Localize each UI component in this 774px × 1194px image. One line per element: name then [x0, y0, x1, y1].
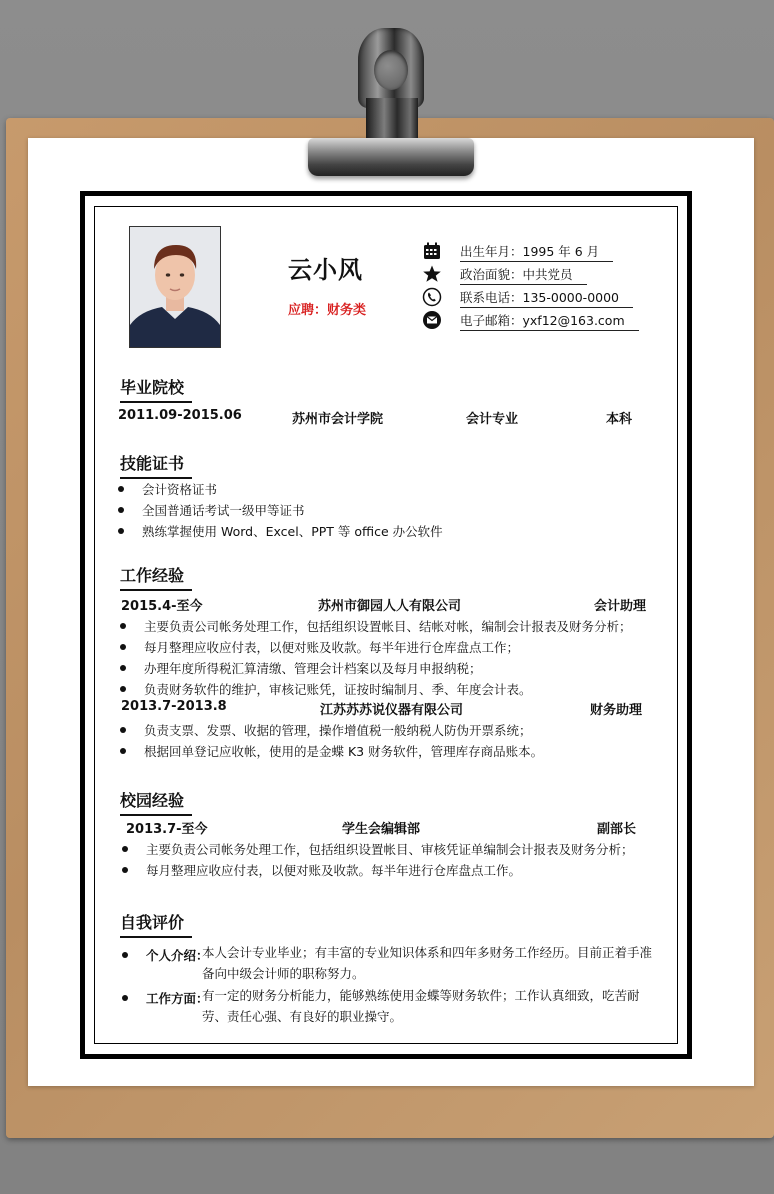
email-text: 电子邮箱：yxf12@163.com [460, 311, 639, 331]
phone-icon [422, 287, 442, 307]
list-item: 负责支票、发票、收据的管理，操作增值税一般纳税人防伪开票系统； [144, 723, 532, 738]
campus-title: 校园经验 [120, 791, 185, 810]
self-title: 自我评价 [120, 913, 185, 932]
eval-text: 有一定的财务分析能力，能够熟练使用金蝶等财务软件；工作认真细致，吃苦耐劳、责任心强、有良好的职业操守。 [202, 988, 640, 1024]
list-item: 主要负责公司帐务处理工作，包括组织设置帐目、审核凭证单编制会计报表及财务分析； [146, 842, 634, 857]
campus-org: 学生会编辑部 [342, 822, 421, 837]
eval-label: 工作方面： [146, 991, 209, 1006]
campus-role: 副部长 [597, 822, 637, 837]
phone-text: 联系电话：135-0000-0000 [460, 288, 633, 308]
list-item: 负责财务软件的维护，审核记账凭，证按时编制月、季、年度会计表。 [144, 682, 532, 697]
skills-title: 技能证书 [120, 454, 185, 473]
job-period: 2013.7-2013.8 [121, 699, 227, 714]
calendar-icon [422, 241, 442, 261]
birth-text: 出生年月：1995 年 6 月 [460, 242, 613, 262]
section-work [120, 563, 184, 586]
list-item: 会计资格证书 [142, 482, 218, 497]
job-role: 财务助理 [590, 703, 643, 718]
section-campus [120, 788, 184, 811]
politics-text: 政治面貌：中共党员 [460, 265, 587, 285]
list-item: 熟练掌握使用 Word、Excel、PPT 等 office 办公软件 [142, 524, 443, 539]
job-company: 苏州市御园人人有限公司 [318, 599, 462, 614]
email-icon [422, 310, 442, 330]
education-period: 2011.09-2015.06 [118, 408, 242, 423]
star-icon [422, 264, 442, 284]
education-degree: 本科 [606, 412, 633, 427]
info-phone [422, 287, 622, 307]
list-item: 办理年度所得税汇算清缴、管理会计档案以及每月申报纳税； [144, 661, 482, 676]
section-skills [120, 451, 184, 474]
list-item: 主要负责公司帐务处理工作，包括组织设置帐目、结帐对帐，编制会计报表及财务分析； [144, 619, 632, 634]
education-major: 会计专业 [466, 412, 519, 427]
avatar [129, 226, 221, 348]
list-item: 根据回单登记应收帐，使用的是金蝶 K3 财务软件，管理库存商品账本。 [144, 744, 544, 759]
campus-period: 2013.7-至今 [126, 822, 208, 837]
apply-position: 应聘：财务类 [288, 303, 367, 318]
eval-text: 本人会计专业毕业；有丰富的专业知识体系和四年多财务工作经历。目前正着手准备向中级会计师的职称努力。 [202, 945, 653, 981]
list-item: 每月整理应收应付表，以便对账及收款。每半年进行仓库盘点工作。 [146, 863, 522, 878]
education-school: 苏州市会计学院 [292, 412, 384, 427]
section-self [120, 910, 184, 933]
candidate-name: 云小风 [288, 256, 363, 284]
job-period: 2015.4-至今 [121, 599, 203, 614]
binder-clip [308, 26, 474, 176]
info-email [422, 310, 625, 330]
info-politics [422, 264, 622, 284]
info-birth [422, 241, 622, 261]
job-role: 会计助理 [594, 599, 647, 614]
eval-label: 个人介绍： [146, 948, 209, 963]
list-item: 全国普通话考试一级甲等证书 [142, 503, 305, 518]
job-company: 江苏苏苏说仪器有限公司 [320, 703, 464, 718]
work-title: 工作经验 [120, 566, 185, 585]
section-education [120, 375, 184, 398]
list-item: 每月整理应收应付表，以便对账及收款。每半年进行仓库盘点工作； [144, 640, 520, 655]
education-title: 毕业院校 [120, 378, 185, 397]
